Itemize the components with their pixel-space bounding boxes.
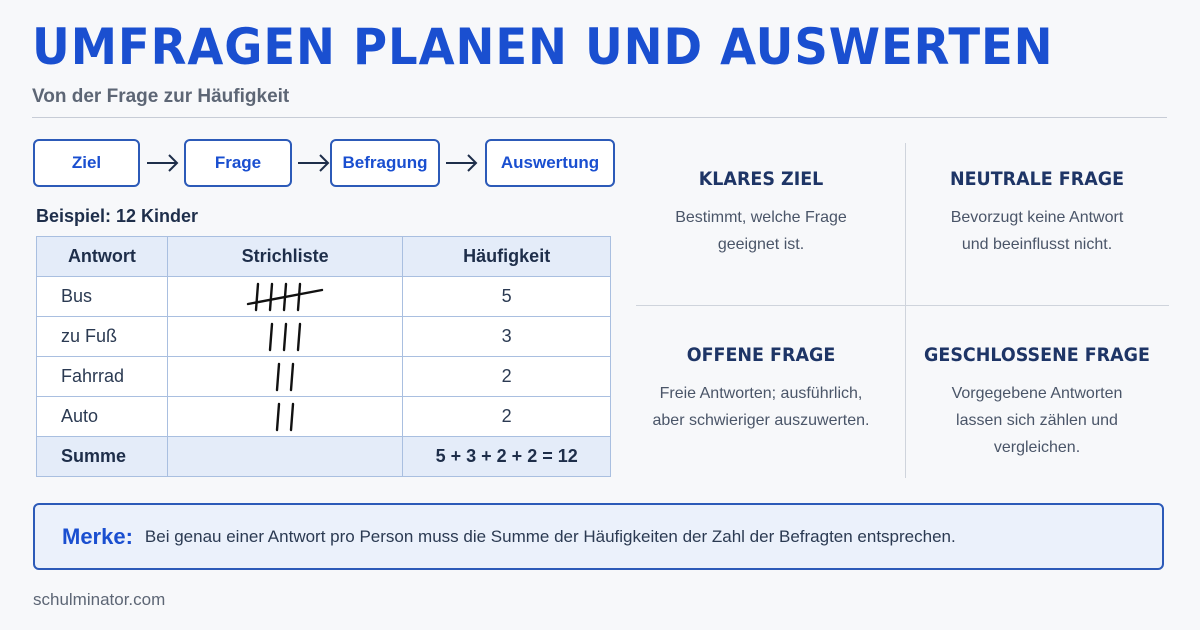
tally-stroke (270, 324, 272, 350)
page-subtitle: Von der Frage zur Häufigkeit (32, 86, 290, 107)
card-text: Vorgegebene Antworten lassen sich zählen und vergleichen. (951, 385, 1123, 456)
footer-site: schulminator.com (33, 590, 166, 609)
table-header-row (37, 237, 611, 277)
tally-stroke (256, 284, 258, 310)
divider (32, 117, 1167, 118)
answer-cell: Fahrrad (37, 357, 168, 397)
frequency-cell: 3 (403, 317, 611, 357)
flow-step-frage: Frage (184, 139, 292, 187)
merke-box (33, 503, 1164, 570)
answer-cell: Auto (37, 397, 168, 437)
card-text: Freie Antworten; ausführlich, aber schwieriger auszuwerten. (652, 385, 870, 429)
sum-label: Summe (37, 437, 168, 477)
card-geschlossene-frage (906, 344, 1168, 461)
frequency-cell: 5 (403, 277, 611, 317)
tally-marks (272, 402, 298, 432)
card-offene-frage (630, 344, 892, 434)
card-title: OFFENE FRAGE (686, 344, 836, 366)
card-title: KLARES ZIEL (698, 168, 824, 190)
tally-marks (246, 282, 324, 312)
sum-row (37, 437, 611, 477)
tally-stroke (284, 324, 286, 350)
arrow-right-icon (296, 151, 332, 175)
tally-stroke (291, 364, 293, 390)
tally-marks (272, 362, 298, 392)
arrow-right-icon (444, 151, 480, 175)
answer-cell: zu Fuß (37, 317, 168, 357)
example-title: Beispiel: 12 Kinder (36, 206, 199, 226)
card-neutrale-frage (906, 168, 1168, 258)
table-row (37, 357, 611, 397)
flow-step-auswertung: Auswertung (485, 139, 615, 187)
column-header-antwort: Antwort (37, 237, 168, 277)
card-text: Bevorzugt keine Antwort und beeinflusst nicht. (950, 209, 1124, 253)
card-text: Bestimmt, welche Frage geeignet ist. (675, 209, 847, 253)
merke-text: Bei genau einer Antwort pro Person muss die Summe der Häufigkeiten der Zahl der Befragten entsprechen. (144, 526, 956, 546)
card-title: GESCHLOSSENE FRAGE (924, 344, 1150, 366)
merke-label: Merke: (62, 523, 133, 549)
sum-value: 5 + 3 + 2 + 2 = 12 (403, 437, 611, 477)
page-title: UMFRAGEN PLANEN UND AUSWERTEN (32, 18, 1054, 76)
column-header-strichliste: Strichliste (167, 237, 403, 277)
tally-stroke (298, 284, 300, 310)
flow-step-befragung: Befragung (330, 139, 440, 187)
card-title: NEUTRALE FRAGE (949, 168, 1125, 190)
frequency-table (36, 236, 611, 477)
table-row (37, 277, 611, 317)
tally-stroke (277, 404, 279, 430)
card-klares-ziel (630, 168, 892, 258)
tally-stroke (270, 284, 272, 310)
answer-cell: Bus (37, 277, 168, 317)
table-row (37, 397, 611, 437)
flow-step-ziel: Ziel (33, 139, 140, 187)
frequency-cell: 2 (403, 397, 611, 437)
empty-cell (167, 437, 403, 477)
tally-cell (167, 317, 403, 357)
tally-cell (167, 277, 403, 317)
tally-cell (167, 397, 403, 437)
frequency-cell: 2 (403, 357, 611, 397)
tally-stroke (291, 404, 293, 430)
column-header-haeufigkeit: Häufigkeit (403, 237, 611, 277)
arrow-right-icon (145, 151, 181, 175)
tally-cell (167, 357, 403, 397)
tally-stroke (277, 364, 279, 390)
table-row (37, 317, 611, 357)
tally-stroke (298, 324, 300, 350)
grid-divider-horizontal (636, 305, 1169, 306)
tally-marks (265, 322, 305, 352)
